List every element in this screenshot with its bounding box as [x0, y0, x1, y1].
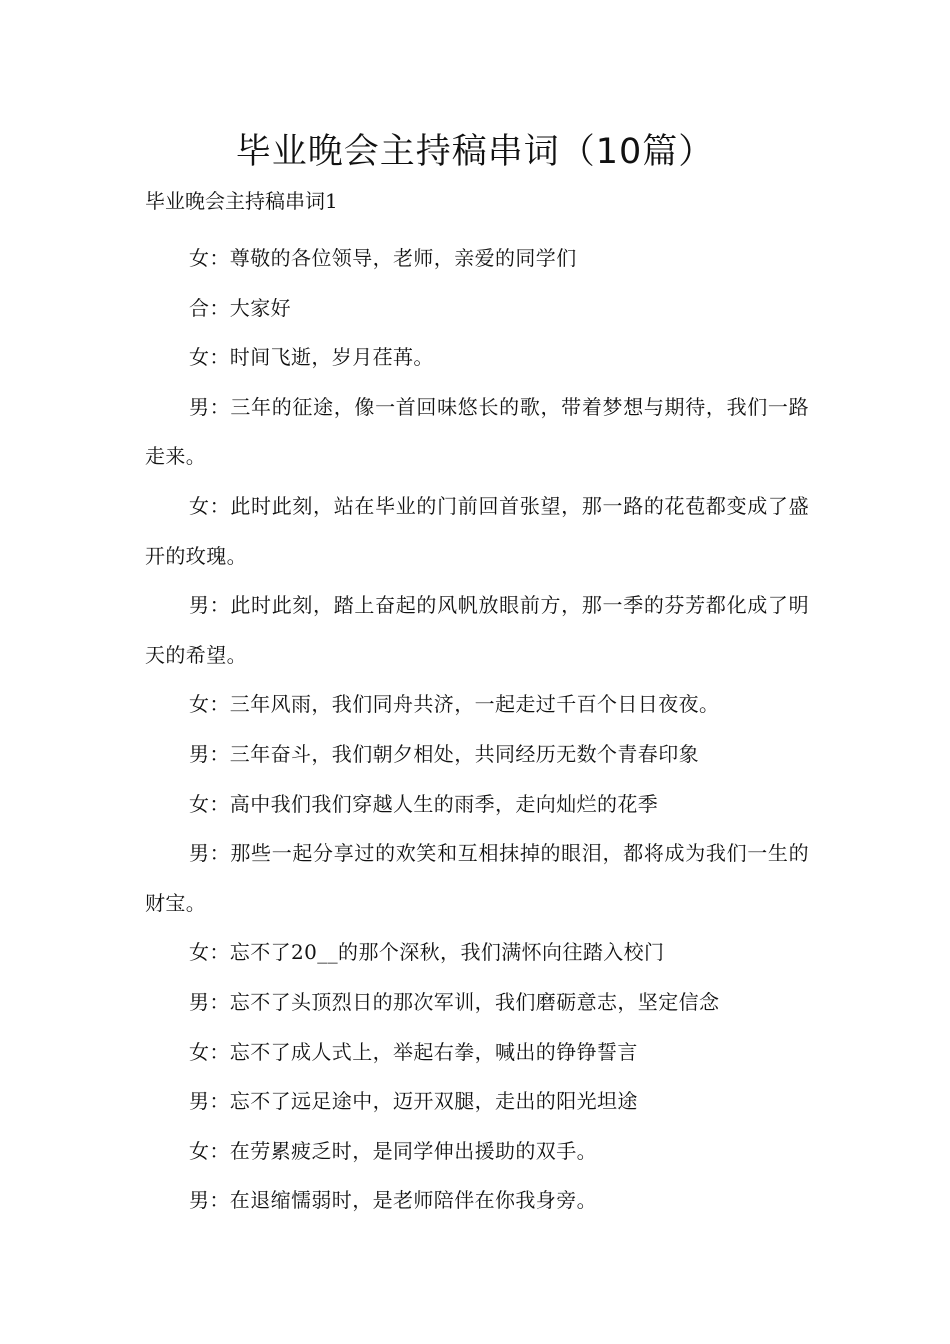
paragraph: 女：在劳累疲乏时，是同学伸出援助的双手。: [189, 1138, 597, 1163]
paragraph: 女：时间飞逝，岁月荏苒。: [189, 345, 434, 370]
paragraph: 男：那些一起分享过的欢笑和互相抹掉的眼泪，都将成为我们一生的财宝。: [145, 841, 809, 915]
paragraph: 女：忘不了成人式上，举起右拳，喊出的铮铮誓言: [189, 1039, 638, 1064]
paragraph: 男：忘不了远足途中，迈开双腿，走出的阳光坦途: [189, 1089, 638, 1114]
document-body: [145, 234, 809, 1226]
paragraph: 女：忘不了20__的那个深秋，我们满怀向往踏入校门: [189, 940, 665, 965]
paragraph: 女：三年风雨，我们同舟共济，一起走过千百个日日夜夜。: [189, 692, 720, 717]
paragraph: 男：在退缩懦弱时，是老师陪伴在你我身旁。: [189, 1188, 597, 1213]
paragraph: 女：尊敬的各位领导，老师，亲爱的同学们: [189, 246, 577, 270]
paragraph: 合：大家好: [189, 295, 291, 320]
paragraph: 男：三年奋斗，我们朝夕相处，共同经历无数个青春印象: [189, 741, 699, 766]
section-heading: 毕业晚会主持稿串词1: [145, 189, 338, 213]
paragraph: 女：此时此刻，站在毕业的门前回首张望，那一路的花苞都变成了盛开的玫瑰。: [145, 493, 809, 568]
paragraph: 男：三年的征途，像一首回味悠长的歌，带着梦想与期待，我们一路走来。: [145, 394, 809, 469]
paragraph: 男：此时此刻，踏上奋起的风帆放眼前方，那一季的芬芳都化成了明天的希望。: [145, 593, 809, 667]
paragraph: 男：忘不了头顶烈日的那次军训，我们磨砺意志，坚定信念: [189, 989, 720, 1014]
document-title: 毕业晚会主持稿串词（10篇）: [235, 132, 715, 172]
paragraph: 女：高中我们我们穿越人生的雨季，走向灿烂的花季: [189, 791, 659, 816]
